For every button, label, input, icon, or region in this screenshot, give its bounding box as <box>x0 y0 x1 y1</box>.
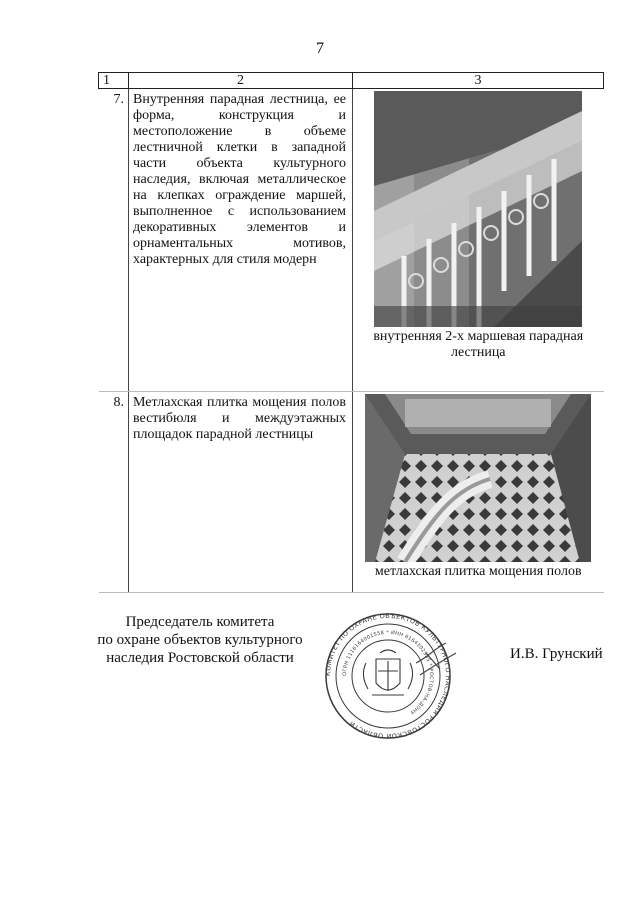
signatory-name: И.В. Грунский <box>510 646 603 662</box>
photo-cell <box>353 392 604 593</box>
staircase-photo <box>374 91 582 327</box>
row-description <box>129 392 353 593</box>
signatory-title <box>80 613 320 667</box>
row-number: 7. <box>99 89 129 392</box>
floor-tiles-photo <box>365 394 591 562</box>
svg-text:КОМИТЕТ ПО ОХРАНЕ ОБЪЕКТОВ КУЛ: КОМИТЕТ ПО ОХРАНЕ ОБЪЕКТОВ КУЛЬТУРНОГО НАСЛЕДИЯ РОСТОВСКОЙ ОБЛАСТИ <box>323 613 453 739</box>
row-description <box>129 89 353 392</box>
objects-table <box>98 72 604 593</box>
page-number: 7 <box>316 40 324 57</box>
column-header-1: 1 <box>99 73 129 89</box>
signature-block <box>0 613 640 753</box>
description-text: Метлахская плитка мощения полов вестибюля и междуэтажных площадок парадной лестницы <box>133 395 346 442</box>
official-seal <box>316 613 460 739</box>
svg-text:ОГРН 1116164001558 * ИНН 61643: ОГРН 1116164001558 * ИНН 6164302935 * РОСТОВ-НА-ДОНУ <box>341 629 435 716</box>
column-header-3: 3 <box>353 73 604 89</box>
title-line: Председатель комитета <box>125 614 275 630</box>
photo-caption: метлахская плитка мощения полов <box>374 564 582 579</box>
table-row <box>99 392 604 593</box>
title-line: наследия Ростовской области <box>106 650 294 666</box>
photo-cell <box>353 89 604 392</box>
column-header-2: 2 <box>129 73 353 89</box>
row-number: 8. <box>99 392 129 593</box>
table-row <box>99 89 604 392</box>
description-text: Внутренняя парадная лестница, ее форма, конструкция и местоположение в объеме лестничной клетки в западной части объекта культурного наследия, включая металлическое на клепках ограждение маршей, выполненное с использованием декоративных элементов и орнаментальных мотивов, характерных для стиля модерн <box>133 92 346 267</box>
table-header-row <box>99 73 604 89</box>
photo-caption: внутренняя 2-х маршевая парадная лестница <box>373 329 584 360</box>
title-line: по охране объектов культурного <box>97 632 303 648</box>
